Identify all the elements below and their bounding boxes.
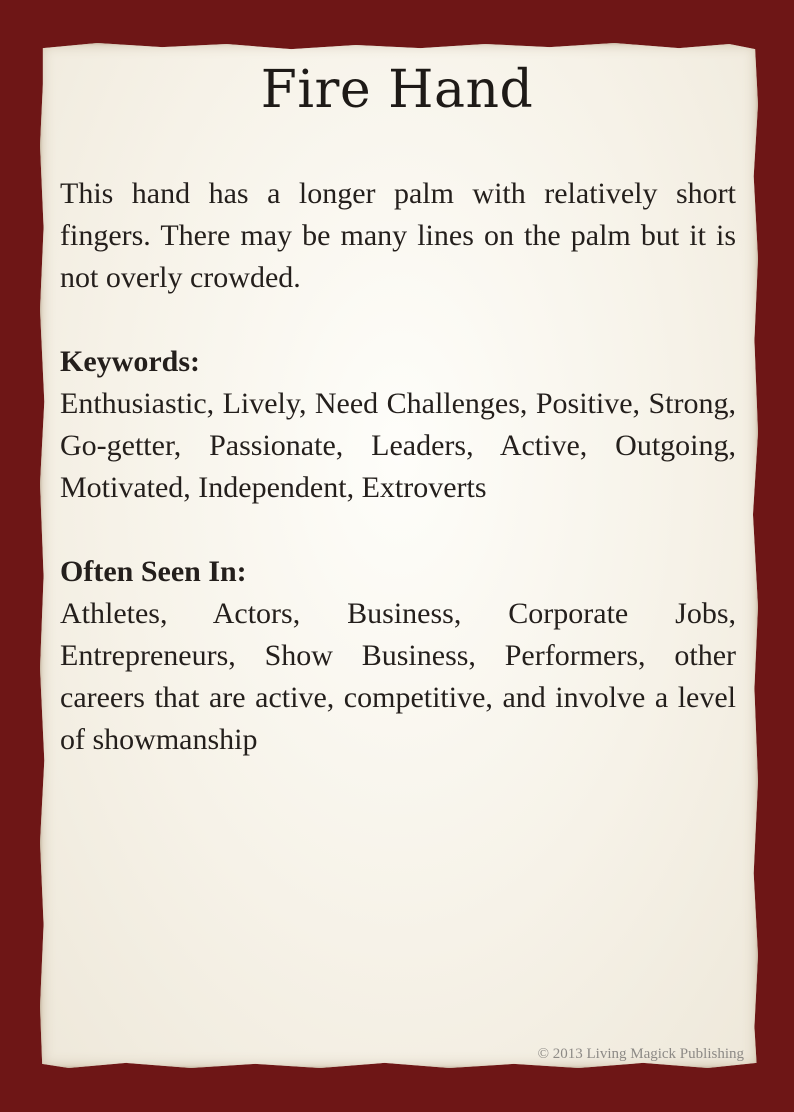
keywords-heading: Keywords:: [60, 345, 200, 378]
copyright-notice: © 2013 Living Magick Publishing: [537, 1046, 744, 1062]
often-seen-heading: Often Seen In:: [60, 555, 247, 588]
often-seen-text: Athletes, Actors, Business, Corporate Jobs, Entrepreneurs, Show Business, Performers, other careers that are active, competitive, and involve a level of showmanship: [60, 597, 736, 756]
description-text: This hand has a longer palm with relatively short fingers. There may be many lines on the palm but it is not overly crowded.: [60, 177, 736, 294]
card-title: Fire Hand: [260, 60, 534, 120]
card-body: [60, 173, 736, 761]
keywords-text: Enthusiastic, Lively, Need Challenges, Positive, Strong, Go-getter, Passionate, Leaders, Active, Outgoing, Motivated, Independent, Extroverts: [60, 387, 736, 504]
